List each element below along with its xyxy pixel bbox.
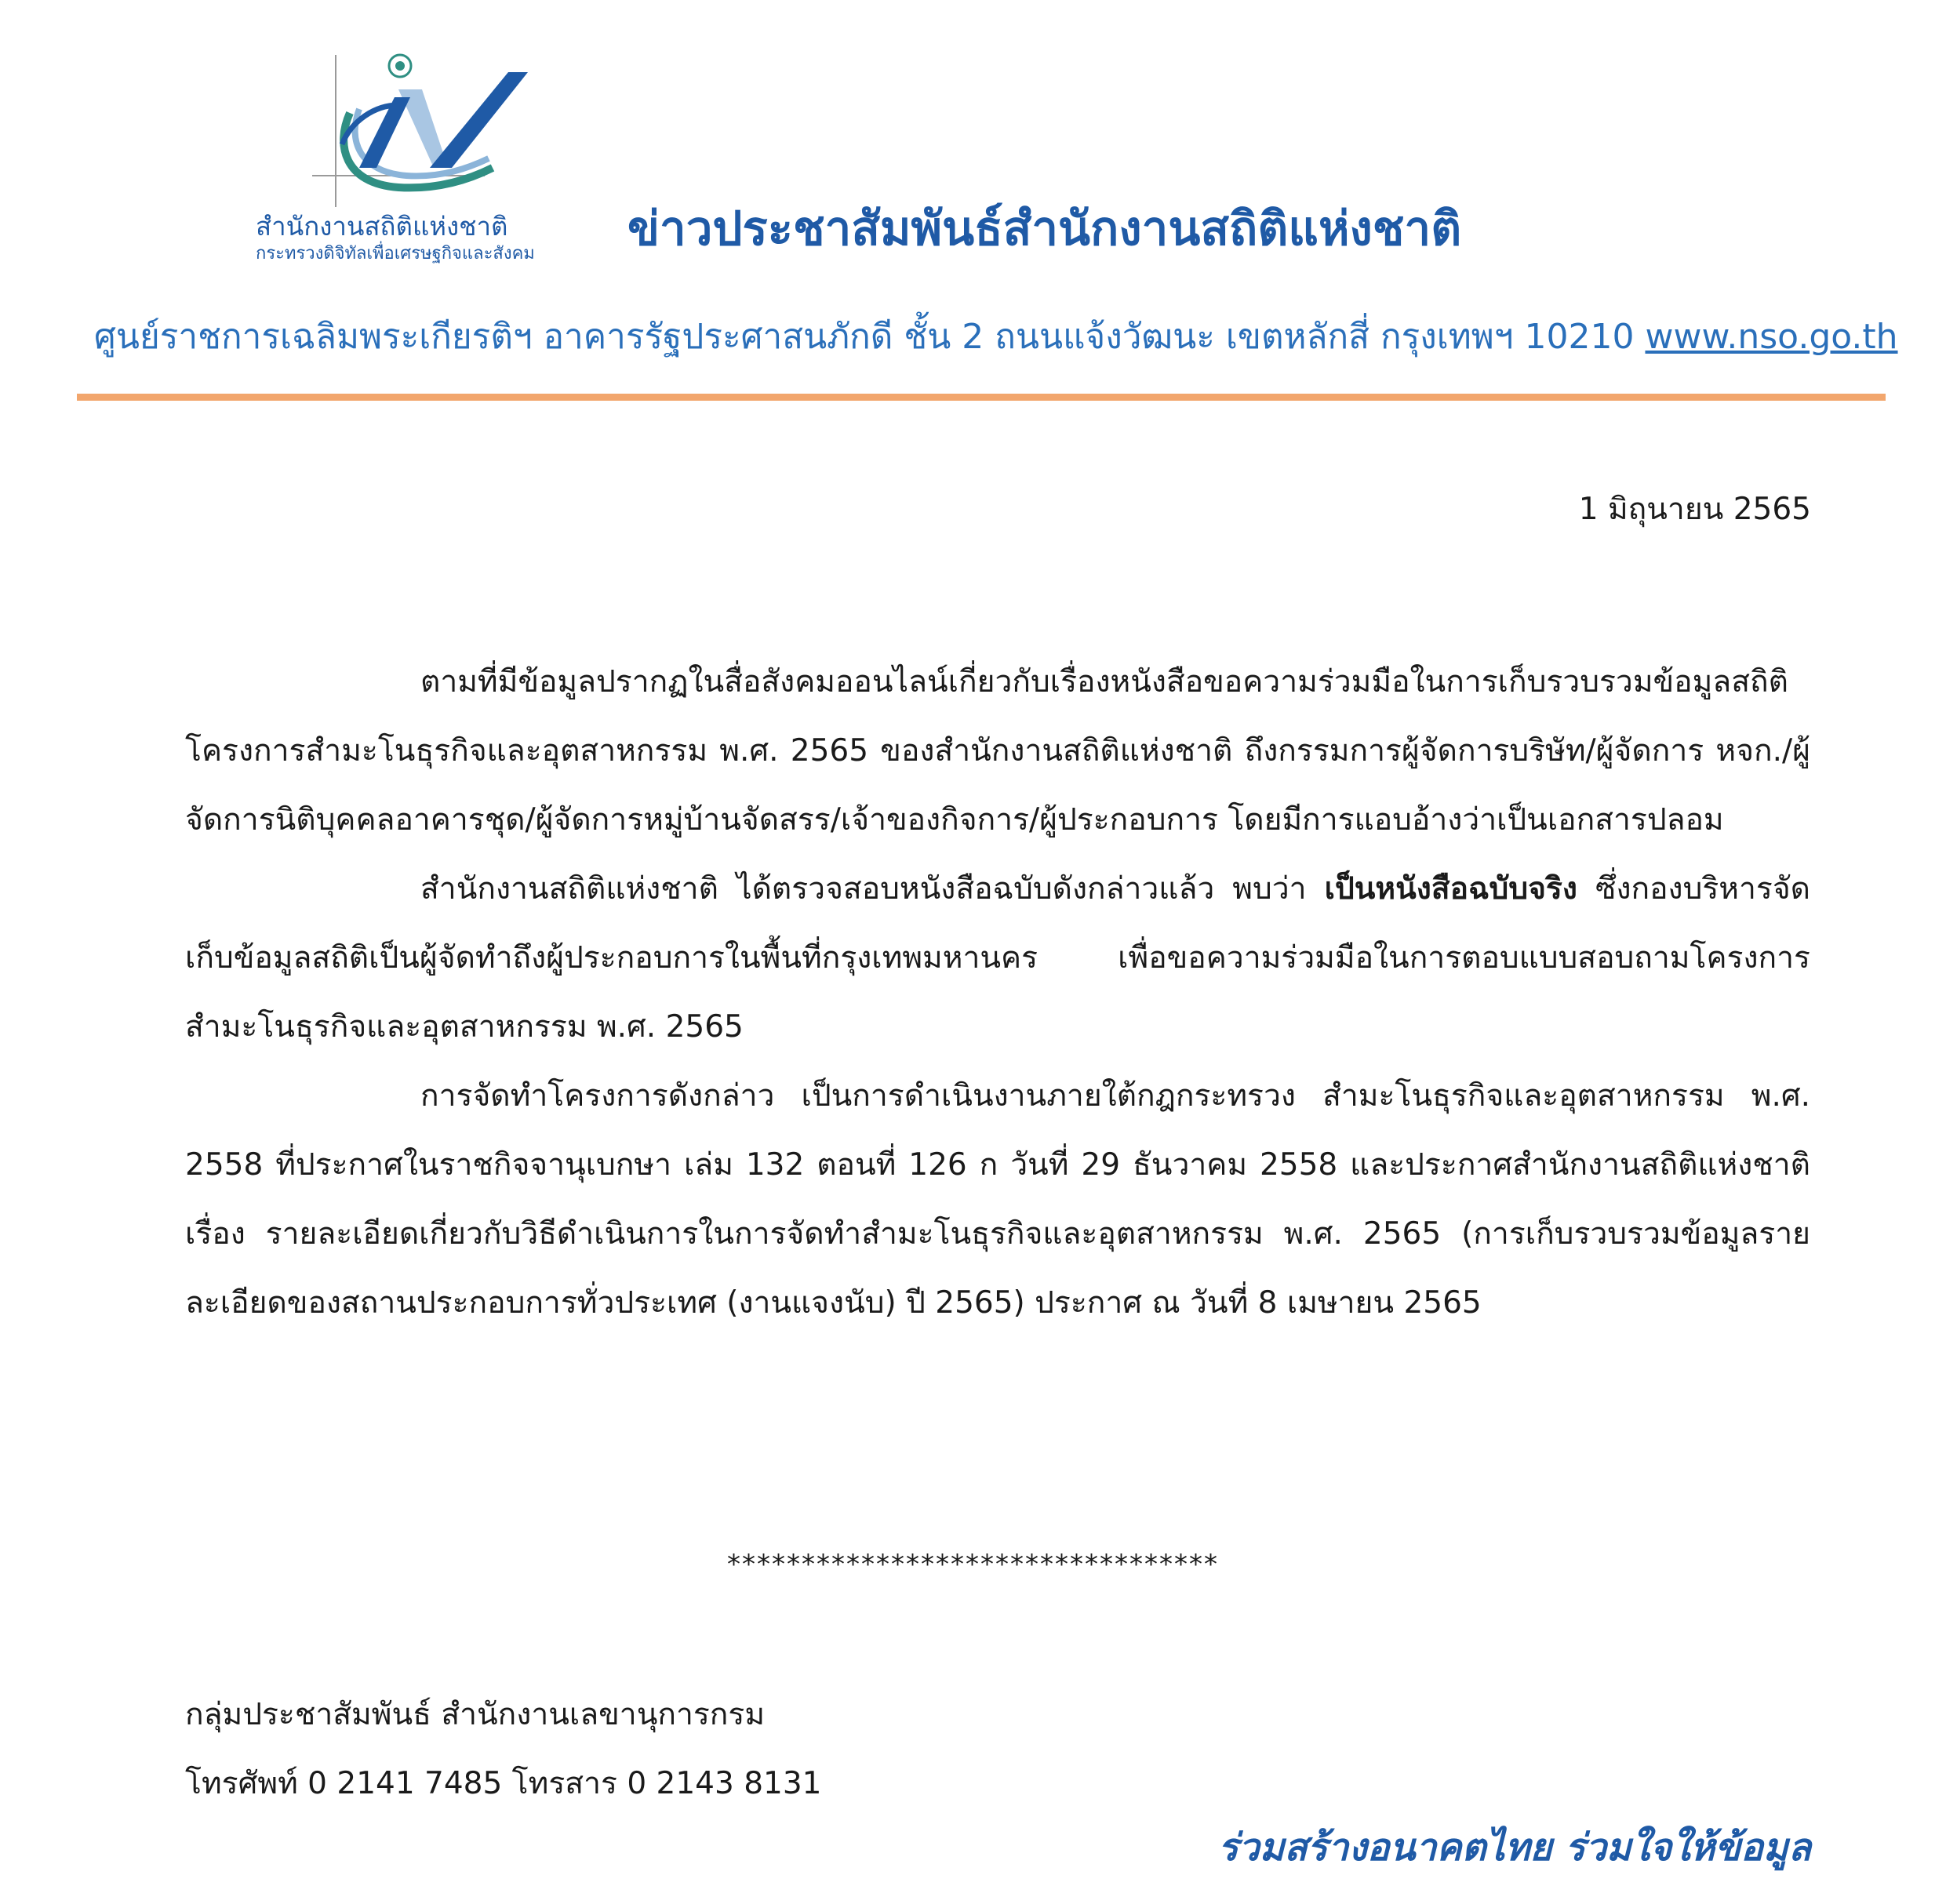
separator-line: ********************************* bbox=[727, 1549, 1219, 1580]
document-body bbox=[185, 648, 1810, 1338]
office-address bbox=[94, 309, 1898, 364]
website-link[interactable]: www.nso.go.th bbox=[1645, 317, 1898, 357]
paragraph-2 bbox=[185, 855, 1810, 1062]
paragraph-2-emphasis: เป็นหนังสือฉบับจริง bbox=[1324, 871, 1577, 907]
footer-department: กลุ่มประชาสัมพันธ์ สำนักงานเลขานุการกรม bbox=[185, 1697, 766, 1732]
logo-name: สำนักงานสถิติแห่งชาติ bbox=[256, 211, 508, 242]
header-divider bbox=[77, 394, 1886, 401]
address-text: ศูนย์ราชการเฉลิมพระเกียรติฯ อาคารรัฐประศาสนภักดี ชั้น 2 ถนนแจ้งวัฒนะ เขตหลักสี่ กรุงเทพฯ 10210 bbox=[94, 317, 1635, 357]
paragraph-2-rest: ซึ่งกองบริหารจัดเก็บข้อมูลสถิติเป็นผู้จัดทำถึงผู้ประกอบการในพื้นที่กรุงเทพมหานคร เพื่อขอความร่วมมือในการตอบแบบสอบถามโครงการสำมะโนธุรกิจและอุตสาหกรรม พ.ศ. 2565 bbox=[185, 871, 1810, 1045]
logo-ministry: กระทรวงดิจิทัลเพื่อเศรษฐกิจและสังคม bbox=[256, 244, 535, 263]
footer-contact: โทรศัพท์ 0 2141 7485 โทรสาร 0 2143 8131 bbox=[185, 1766, 822, 1801]
document-date: 1 มิถุนายน 2565 bbox=[1578, 492, 1811, 527]
slogan: ร่วมสร้างอนาคตไทย ร่วมใจให้ข้อมูล bbox=[1217, 1826, 1811, 1869]
paragraph-1: ตามที่มีข้อมูลปรากฏในสื่อสังคมออนไลน์เกี่ยวกับเรื่องหนังสือขอความร่วมมือในการเก็บรวบรวมข้อมูลสถิติโครงการสำมะโนธุรกิจและอุตสาหกรรม พ.ศ. 2565 ของสำนักงานสถิติแห่งชาติ ถึงกรรมการผู้จัดการบริษัท/ผู้จัดการ หจก./ผู้จัดการนิติบุคคลอาคารชุด/ผู้จัดการหมู่บ้านจัดสรร/เจ้าของกิจการ/ผู้ประกอบการ โดยมีการแอบอ้างว่าเป็นเอกสารปลอม bbox=[185, 664, 1810, 838]
paragraph-2-lead: สำนักงานสถิติแห่งชาติ ได้ตรวจสอบหนังสือฉบับดังกล่าวแล้ว พบว่า bbox=[420, 871, 1325, 907]
paragraph-3: การจัดทำโครงการดังกล่าว เป็นการดำเนินงานภายใต้กฎกระทรวง สำมะโนธุรกิจและอุตสาหกรรม พ.ศ. 2558 ที่ประกาศในราชกิจจานุเบกษา เล่ม 132 ตอนที่ 126 ก วันที่ 29 ธันวาคม 2558 และประกาศสำนักงานสถิติแห่งชาติ เรื่อง รายละเอียดเกี่ยวกับวิธีดำเนินการในการจัดทำสำมะโนธุรกิจและอุตสาหกรรม พ.ศ. 2565 (การเก็บรวบรวมข้อมูลรายละเอียดของสถานประกอบการทั่วประเทศ (งานแจงนับ) ปี 2565) ประกาศ ณ วันที่ 8 เมษายน 2565 bbox=[185, 1078, 1810, 1321]
page-title: ข่าวประชาสัมพันธ์สำนักงานสถิติแห่งชาติ bbox=[627, 202, 1462, 256]
